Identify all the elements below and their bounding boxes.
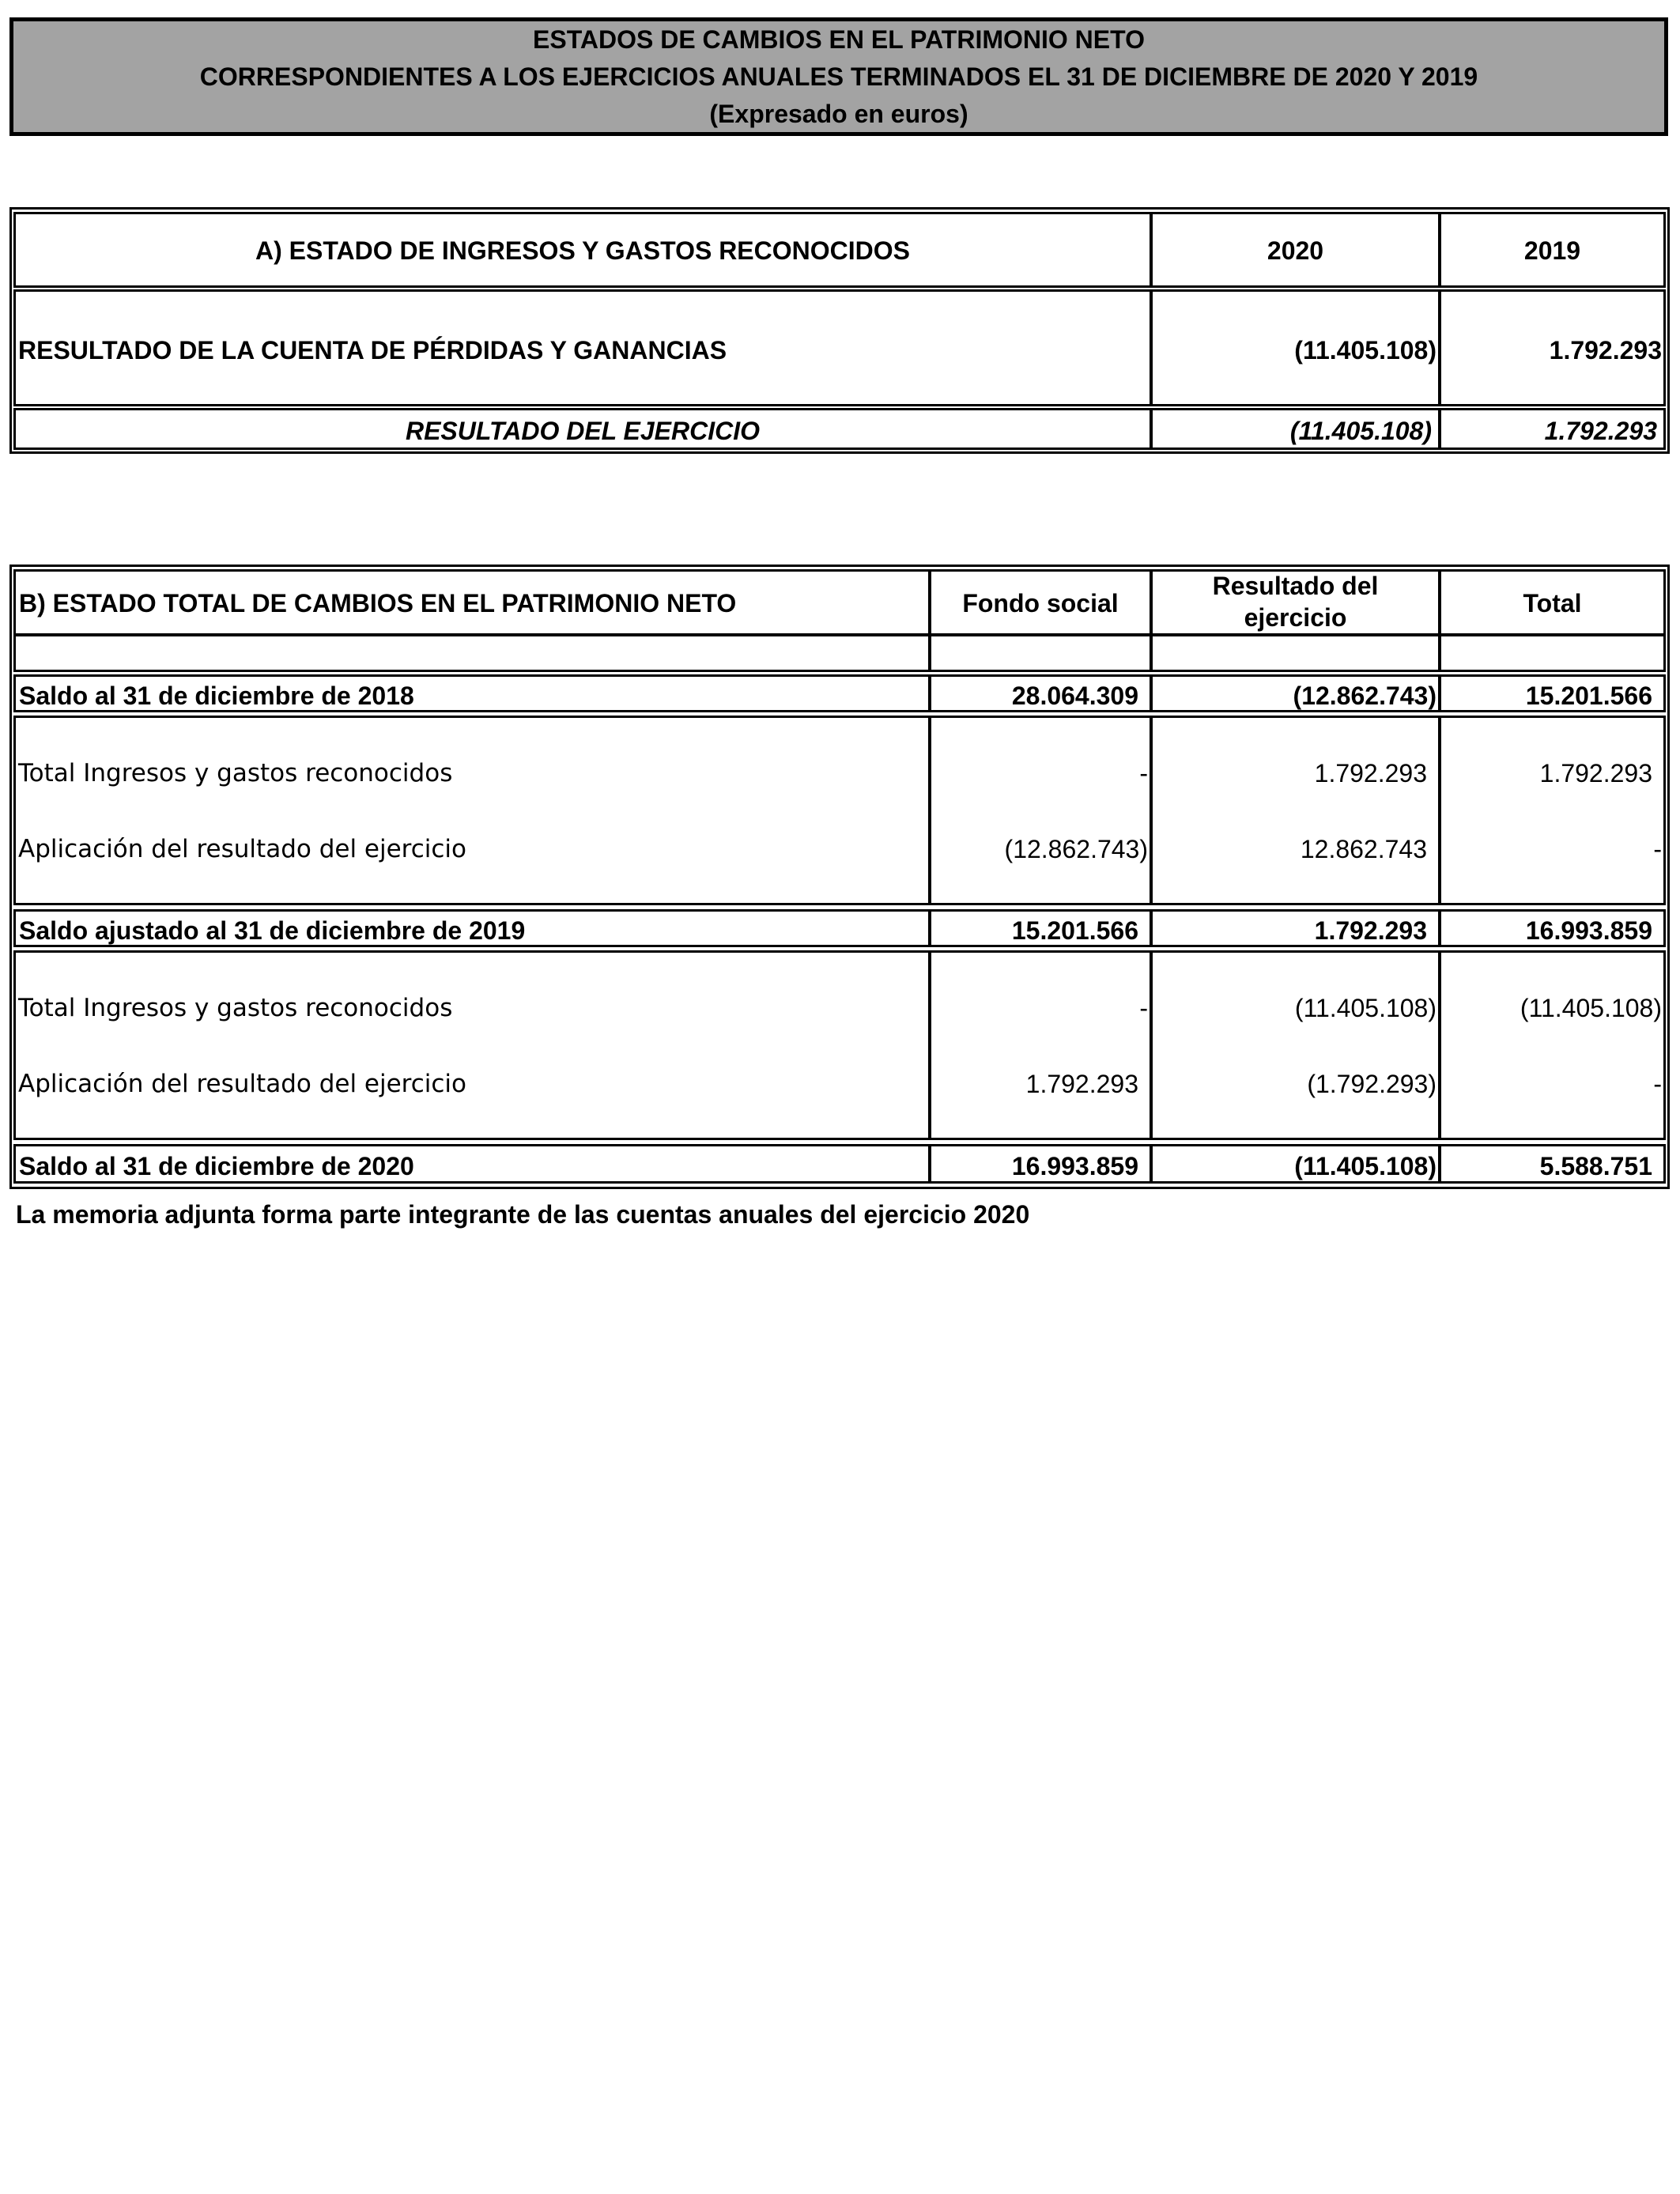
group1-resultado-cell xyxy=(1150,716,1440,905)
group2-total-cell xyxy=(1439,950,1666,1140)
header-currency-note: (Expresado en euros) xyxy=(709,100,968,128)
group1-ingresos-label: Total Ingresos y gastos reconocidos xyxy=(18,759,453,787)
group1-aplicacion-resultado: 12.862.743 xyxy=(1300,835,1427,863)
section-b-title: B) ESTADO TOTAL DE CAMBIOS EN EL PATRIMONIO NETO xyxy=(19,589,737,617)
col-total-header-cell xyxy=(1439,569,1666,636)
saldo-2018-resultado-cell xyxy=(1150,674,1440,712)
group2-ingresos-label: Total Ingresos y gastos reconocidos xyxy=(18,994,453,1022)
group2-aplicacion-label: Aplicación del resultado del ejercicio xyxy=(18,1070,467,1098)
empty-cell xyxy=(929,634,1152,672)
empty-cell xyxy=(1439,634,1666,672)
saldo-2020-label-cell xyxy=(13,1144,931,1184)
group2-ingresos-resultado: (11.405.108) xyxy=(1294,994,1436,1022)
saldo-2020-resultado-cell xyxy=(1150,1144,1440,1184)
col-resultado-header-cell xyxy=(1150,569,1440,636)
saldo-2019-total-cell xyxy=(1439,909,1666,947)
group2-aplicacion-fondo: 1.792.293 xyxy=(1025,1070,1138,1098)
group2-label-cell xyxy=(13,950,931,1140)
report-header xyxy=(9,17,1668,136)
col-resultado-header-line2: ejercicio xyxy=(1244,603,1347,632)
group1-ingresos-fondo: - xyxy=(1139,759,1148,787)
saldo-2019-total: 16.993.859 xyxy=(1525,916,1652,945)
saldo-2019-label: Saldo ajustado al 31 de diciembre de 2019 xyxy=(19,916,526,945)
saldo-2020-total: 5.588.751 xyxy=(1539,1152,1652,1180)
group2-ingresos-total: (11.405.108) xyxy=(1520,994,1662,1022)
group1-ingresos-total: 1.792.293 xyxy=(1539,759,1652,787)
row-resultado-cuenta-2020-cell xyxy=(1150,289,1440,406)
row-resultado-ejercicio-2020-cell xyxy=(1150,408,1440,450)
footer-note: La memoria adjunta forma parte integrante de las cuentas anuales del ejercicio 2020 xyxy=(16,1200,1030,1229)
saldo-2018-fondo: 28.064.309 xyxy=(1011,682,1138,710)
group1-fondo-cell xyxy=(929,716,1152,905)
saldo-2019-resultado: 1.792.293 xyxy=(1314,916,1427,945)
saldo-2020-label: Saldo al 31 de diciembre de 2020 xyxy=(19,1152,414,1180)
group1-aplicacion-total: - xyxy=(1653,835,1662,863)
group2-ingresos-fondo: - xyxy=(1139,994,1148,1022)
group1-aplicacion-fondo: (12.862.743) xyxy=(1004,835,1148,863)
header-title: ESTADOS DE CAMBIOS EN EL PATRIMONIO NETO xyxy=(533,25,1145,54)
row-resultado-cuenta-label: RESULTADO DE LA CUENTA DE PÉRDIDAS Y GANANCIAS xyxy=(18,336,727,364)
group1-label-cell xyxy=(13,716,931,905)
row-resultado-cuenta-2019: 1.792.293 xyxy=(1549,336,1662,364)
section-b-title-cell xyxy=(13,569,931,636)
saldo-2019-resultado-cell xyxy=(1150,909,1440,947)
saldo-2018-label-cell xyxy=(13,674,931,712)
row-resultado-cuenta-2019-cell xyxy=(1439,289,1666,406)
group2-resultado-cell xyxy=(1150,950,1440,1140)
saldo-2019-fondo: 15.201.566 xyxy=(1011,916,1138,945)
col-2020-header-cell xyxy=(1150,212,1440,288)
col-2019-header: 2019 xyxy=(1523,236,1581,265)
col-fondo-social-header-cell xyxy=(929,569,1152,636)
saldo-2018-resultado: (12.862.743) xyxy=(1293,682,1436,710)
row-resultado-cuenta-2020: (11.405.108) xyxy=(1294,336,1436,364)
group2-aplicacion-resultado: (1.792.293) xyxy=(1307,1070,1436,1098)
group1-total-cell xyxy=(1439,716,1666,905)
row-resultado-ejercicio-2019: 1.792.293 xyxy=(1544,417,1657,445)
group1-ingresos-resultado: 1.792.293 xyxy=(1314,759,1427,787)
row-resultado-cuenta-label-cell xyxy=(13,289,1152,406)
saldo-2019-fondo-cell xyxy=(929,909,1152,947)
group1-aplicacion-label: Aplicación del resultado del ejercicio xyxy=(18,835,467,863)
section-a-title: A) ESTADO DE INGRESOS Y GASTOS RECONOCIDOS xyxy=(255,236,910,265)
saldo-2020-fondo-cell xyxy=(929,1144,1152,1184)
empty-cell xyxy=(1150,634,1440,672)
col-total-header: Total xyxy=(1523,589,1582,617)
saldo-2020-total-cell xyxy=(1439,1144,1666,1184)
saldo-2020-fondo: 16.993.859 xyxy=(1011,1152,1138,1180)
row-resultado-ejercicio-2019-cell xyxy=(1439,408,1666,450)
group2-fondo-cell xyxy=(929,950,1152,1140)
col-resultado-header-line1: Resultado del xyxy=(1212,572,1379,600)
empty-cell xyxy=(13,634,931,672)
saldo-2018-fondo-cell xyxy=(929,674,1152,712)
section-a-title-cell xyxy=(13,212,1152,288)
row-resultado-ejercicio-label-cell xyxy=(13,408,1152,450)
saldo-2018-total: 15.201.566 xyxy=(1525,682,1652,710)
saldo-2020-resultado: (11.405.108) xyxy=(1294,1152,1436,1180)
col-2020-header: 2020 xyxy=(1267,236,1324,265)
row-resultado-ejercicio-2020: (11.405.108) xyxy=(1289,417,1432,445)
header-subtitle: CORRESPONDIENTES A LOS EJERCICIOS ANUALES TERMINADOS EL 31 DE DICIEMBRE DE 2020 Y 2019 xyxy=(199,62,1478,91)
saldo-2019-label-cell xyxy=(13,909,931,947)
saldo-2018-total-cell xyxy=(1439,674,1666,712)
col-2019-header-cell xyxy=(1439,212,1666,288)
row-resultado-ejercicio-label: RESULTADO DEL EJERCICIO xyxy=(405,417,761,445)
col-fondo-social-header: Fondo social xyxy=(962,589,1119,617)
group2-aplicacion-total: - xyxy=(1653,1070,1662,1098)
saldo-2018-label: Saldo al 31 de diciembre de 2018 xyxy=(19,682,414,710)
